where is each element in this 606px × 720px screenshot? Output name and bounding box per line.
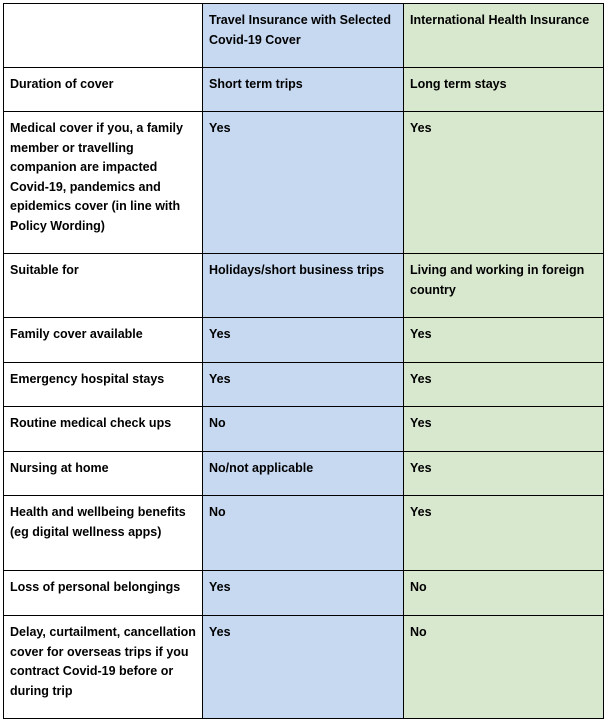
row-travel-value: No bbox=[203, 407, 404, 452]
table-row bbox=[4, 407, 604, 452]
row-travel-value: Short term trips bbox=[203, 68, 404, 112]
header-international-health-insurance: International Health Insurance bbox=[404, 4, 604, 68]
row-feature-label: Health and wellbeing benefits (eg digital wellness apps) bbox=[4, 496, 203, 571]
row-health-value: Yes bbox=[404, 112, 604, 254]
row-travel-value: Yes bbox=[203, 318, 404, 363]
row-travel-value: Yes bbox=[203, 616, 404, 719]
row-health-value: No bbox=[404, 571, 604, 616]
row-feature-label: Loss of personal belongings bbox=[4, 571, 203, 616]
table-row bbox=[4, 318, 604, 363]
row-feature-label: Duration of cover bbox=[4, 68, 203, 112]
row-health-value: Yes bbox=[404, 407, 604, 452]
table-row bbox=[4, 616, 604, 719]
table-row bbox=[4, 452, 604, 496]
row-feature-label: Delay, curtailment, cancellation cover for overseas trips if you contract Covid-19 before or during trip bbox=[4, 616, 203, 719]
table-row bbox=[4, 112, 604, 254]
row-health-value: Yes bbox=[404, 452, 604, 496]
row-feature-label: Medical cover if you, a family member or travelling companion are impacted Covid-19, pandemics and epidemics cover (in line with Policy Wording) bbox=[4, 112, 203, 254]
row-travel-value: No/not applicable bbox=[203, 452, 404, 496]
row-travel-value: Yes bbox=[203, 112, 404, 254]
row-travel-value: Holidays/short business trips bbox=[203, 254, 404, 318]
row-health-value: Yes bbox=[404, 318, 604, 363]
table-row bbox=[4, 571, 604, 616]
row-travel-value: No bbox=[203, 496, 404, 571]
table-row bbox=[4, 363, 604, 407]
row-feature-label: Emergency hospital stays bbox=[4, 363, 203, 407]
comparison-table bbox=[3, 3, 604, 719]
table-row bbox=[4, 496, 604, 571]
table-row bbox=[4, 254, 604, 318]
header-row bbox=[4, 4, 604, 68]
row-feature-label: Suitable for bbox=[4, 254, 203, 318]
header-travel-insurance: Travel Insurance with Selected Covid-19 Cover bbox=[203, 4, 404, 68]
row-health-value: Living and working in foreign country bbox=[404, 254, 604, 318]
row-travel-value: Yes bbox=[203, 571, 404, 616]
header-blank-cell bbox=[4, 4, 203, 68]
row-health-value: Yes bbox=[404, 496, 604, 571]
table-row bbox=[4, 68, 604, 112]
row-feature-label: Nursing at home bbox=[4, 452, 203, 496]
row-feature-label: Family cover available bbox=[4, 318, 203, 363]
row-health-value: Long term stays bbox=[404, 68, 604, 112]
row-health-value: No bbox=[404, 616, 604, 719]
row-travel-value: Yes bbox=[203, 363, 404, 407]
row-health-value: Yes bbox=[404, 363, 604, 407]
row-feature-label: Routine medical check ups bbox=[4, 407, 203, 452]
